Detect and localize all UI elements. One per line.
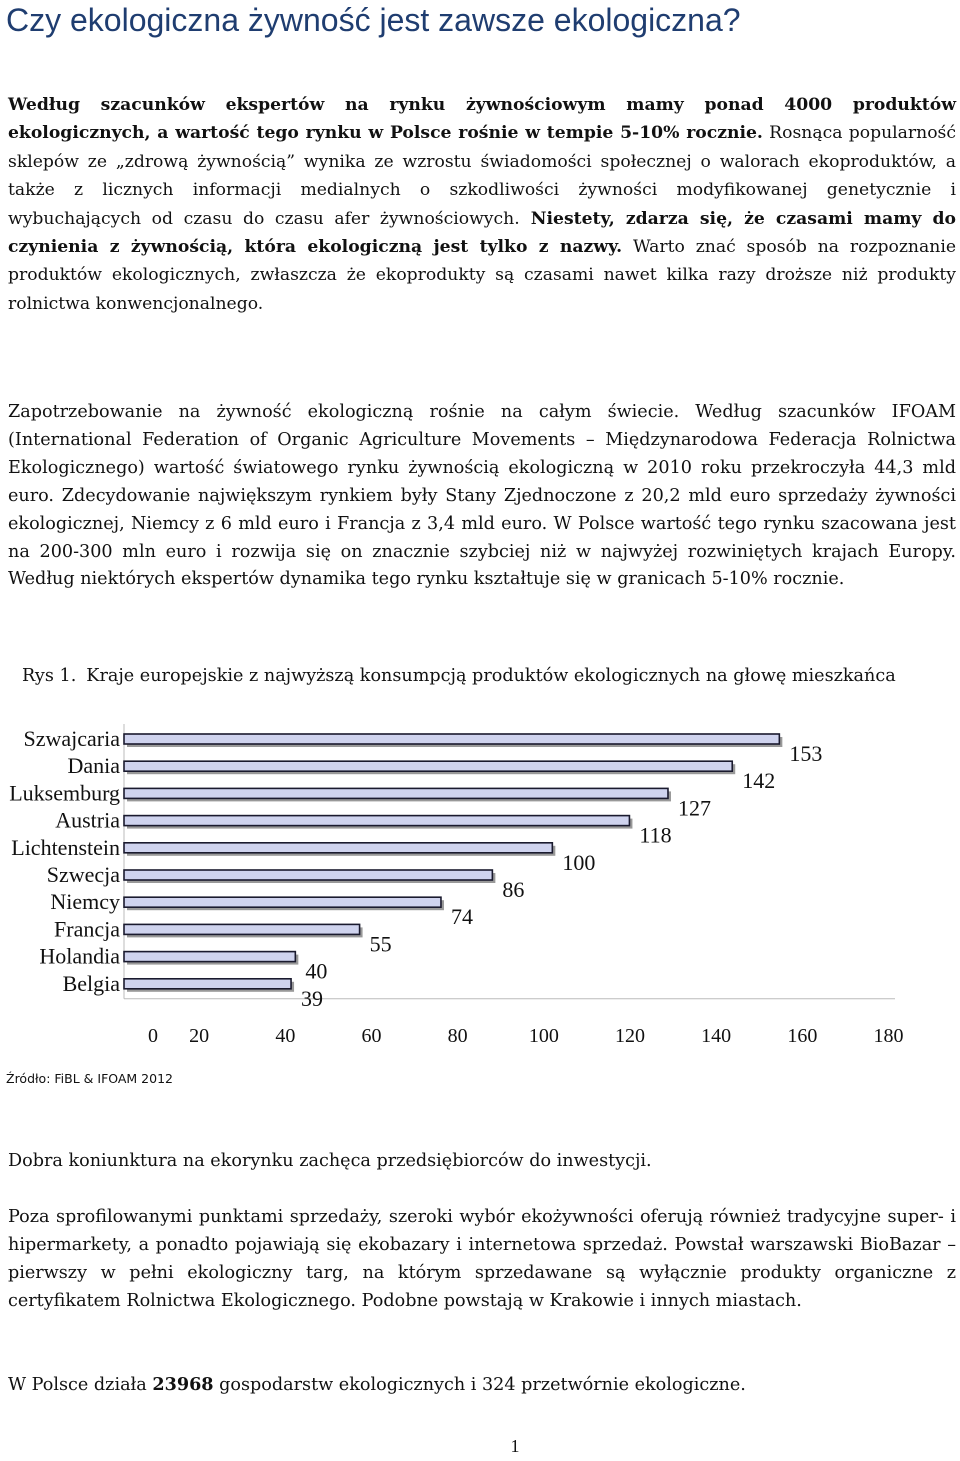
chart-value-label: 118 (639, 822, 672, 848)
chart-x-tick: 20 (189, 1025, 210, 1047)
farms-paragraph (8, 1371, 956, 1400)
chart-x-tick: 160 (787, 1025, 818, 1047)
chart-category-label: Szwajcaria (23, 726, 120, 751)
intro-paragraph (8, 91, 956, 318)
chart-x-tick: 60 (361, 1025, 382, 1047)
chart-value-label: 142 (742, 768, 776, 794)
chart-x-ticks (148, 1025, 904, 1047)
chart-category-label: Luksemburg (9, 780, 120, 806)
chart-source: Źródło: FiBL & IFOAM 2012 (6, 1071, 173, 1086)
chart-value-label: 40 (305, 958, 328, 984)
chart-category-label: Francja (54, 916, 120, 942)
figure-caption (22, 662, 942, 691)
chart-value-label: 55 (369, 931, 392, 957)
intro-bold-text-2: Niestety, zdarza się, że czasami mamy do czynienia z żywnością, która ekologiczną jest tylko z nazwy. (8, 208, 956, 258)
intro-normal-text: Rosnąca popularność sklepów ze „zdrową żywnością” wynika ze wzrostu świadomości społecznej o walorach ekoproduktów, a także z licznych informacji medialnych o szkodliwości żywności modyfikowanej genetycznie i wybuchających od czasu do czasu afer żywnościowych. (8, 123, 956, 229)
chart-category-label: Belgia (62, 970, 120, 996)
chart-bar-belgia (124, 979, 291, 989)
intro-bold-text: Według szacunków ekspertów na rynku żywnościowym mamy ponad 4000 produktów ekologicznych, a wartość tego rynku w Polsce rośnie w tempie 5-10% rocznie. (8, 95, 956, 144)
chart-x-tick: 80 (447, 1025, 468, 1047)
chart-bar-lichtenstein (124, 843, 552, 853)
chart-category-label: Dania (67, 753, 120, 779)
chart-bar-szwajcaria (124, 734, 779, 744)
market-paragraph: Zapotrzebowanie na żywność ekologiczną rośnie na całym świecie. Według szacunków IFOAM (International Federation of Organic Agriculture Movements – Międzynarodowa Federacja Rolnictwa Ekologicznego) wartość światowego rynku żywnością ekologiczną w 2010 roku przekroczyła 44,3 mld euro. Zdecydowanie największym rynkiem były Stany Zjednoczone z 20,2 mld euro sprzedaży żywności ekologicznej, Niemcy z 6 mld euro i Francja z 3,4 mld euro. W Polsce wartość tego rynku szacowana jest na 200-300 mln euro i rozwija się on znacznie szybciej niż w najwyżej rozwiniętych krajach Europy. Według niektórych ekspertów dynamika tego rynku kształtuje się w granicach 5-10% rocznie. (8, 402, 956, 590)
chart-bar-szwecja (124, 870, 492, 880)
chart-value-label: 153 (789, 741, 823, 766)
chart-x-tick: 100 (528, 1025, 559, 1047)
chart-bar-holandia (124, 952, 295, 962)
chart-category-label: Niemcy (50, 889, 120, 915)
chart-value-label: 74 (450, 904, 473, 930)
chart-bar-francja (124, 924, 360, 934)
chart-x-tick: 40 (275, 1025, 296, 1047)
chart-bar-niemcy (124, 897, 441, 907)
chart-category-label: Lichtenstein (11, 834, 120, 860)
farms-count: 23968 (152, 1374, 214, 1395)
chart-bars (124, 734, 782, 992)
retail-paragraph: Poza sprofilowanymi punktami sprzedaży, szeroki wybór ekożywności oferują również tradycyjne super- i hipermarkety, a ponadto pojawiają się ekobazary i internetowa sprzedaż. Powstał warszawski BioBazar – pierwszy w pełni ekologiczny targ, na którym sprzedawane są wyłącznie produkty organiczne z certyfikatem Rolnictwa Ekologicznego. Podobne powstają w Krakowie i innych miastach. (8, 1207, 956, 1311)
chart-value-label: 100 (562, 849, 596, 875)
chart-bar-dania (124, 761, 732, 771)
farms-text-before: W Polsce działa (8, 1375, 153, 1395)
chart-category-label: Austria (55, 807, 120, 833)
chart-bar-austria (124, 816, 629, 826)
investment-paragraph: Dobra koniunktura na ekorynku zachęca przedsiębiorców do inwestycji. (8, 1151, 652, 1171)
intro-normal-text-2: Warto znać sposób na rozpoznanie produktów ekologicznych, zwłaszcza że ekoprodukty są czasami nawet kilka razy droższe niż produkty rolnictwa konwencjonalnego. (8, 237, 956, 314)
chart-value-label: 86 (502, 877, 525, 902)
figure-caption-number: Rys 1. (22, 666, 77, 686)
page-number: 1 (510, 1436, 520, 1456)
chart-x-tick: 0 (148, 1025, 158, 1047)
chart-x-tick: 180 (873, 1025, 904, 1047)
farms-text-after: gospodarstw ekologicznych i 324 przetwórnie ekologiczne. (213, 1375, 746, 1395)
chart-x-tick: 120 (615, 1025, 645, 1047)
consumption-bar-chart (0, 720, 960, 1060)
chart-bar-luksemburg (124, 788, 668, 798)
chart-x-tick: 140 (701, 1025, 732, 1047)
chart-value-label: 39 (301, 985, 324, 1011)
document-title: Czy ekologiczna żywność jest zawsze ekologiczna? (6, 2, 741, 38)
chart-category-label: Holandia (39, 943, 120, 969)
figure-caption-text: Kraje europejskie z najwyższą konsumpcją produktów ekologicznych na głowę mieszkańca (86, 666, 896, 686)
chart-category-labels (9, 726, 120, 996)
chart-value-label: 127 (677, 795, 711, 821)
chart-category-label: Szwecja (46, 862, 120, 887)
